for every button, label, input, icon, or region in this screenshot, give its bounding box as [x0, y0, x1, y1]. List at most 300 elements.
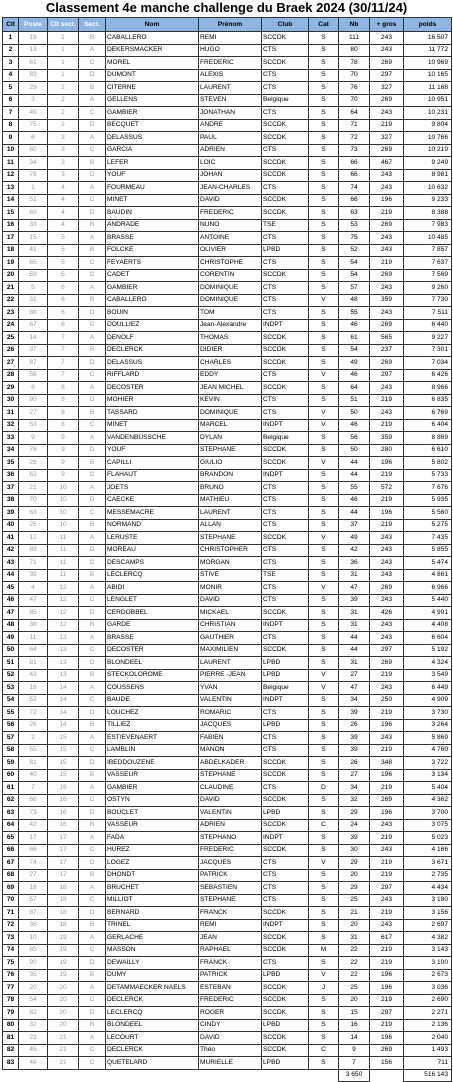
table-cell: C [79, 644, 106, 657]
table-cell: Belgique [262, 432, 309, 445]
table-cell: 7 730 [404, 294, 452, 307]
table-cell: FRANCK [199, 907, 262, 920]
table-cell: 4 434 [404, 882, 452, 895]
table-cell: 57 [339, 282, 370, 295]
table-cell: D [79, 957, 106, 970]
table-cell: S [309, 344, 339, 357]
table-cell: 2 [19, 732, 48, 745]
table-cell: LPBD [262, 657, 309, 670]
table-row [3, 444, 452, 457]
table-cell: 42 [19, 819, 48, 832]
table-cell: ALLAN [199, 519, 262, 532]
table-cell: SCCDK [262, 344, 309, 357]
table-cell: SCCDK [262, 932, 309, 945]
column-header: Club [262, 18, 309, 32]
table-cell: 7 [48, 369, 79, 382]
table-cell: BRUCHET [106, 882, 199, 895]
table-row [3, 669, 452, 682]
table-cell: 80 [3, 1019, 19, 1032]
table-cell: 18 [19, 882, 48, 895]
table-cell: 65 [19, 944, 48, 957]
table-row [3, 544, 452, 557]
table-cell: 36 [3, 469, 19, 482]
table-cell: 6 604 [404, 632, 452, 645]
table-cell: SCCDK [262, 644, 309, 657]
table-cell: 12 [48, 607, 79, 620]
table-cell: S [309, 507, 339, 520]
table-cell: 66 [3, 844, 19, 857]
table-cell: BECQUET [106, 119, 199, 132]
table-cell: 7 301 [404, 344, 452, 357]
table-cell: GAMBIER [106, 107, 199, 120]
table-cell: VALENTIN [199, 694, 262, 707]
table-cell: 19 [48, 944, 79, 957]
table-cell: 68 [3, 869, 19, 882]
table-cell: 57 [19, 894, 48, 907]
table-row [3, 732, 452, 745]
table-cell: S [309, 194, 339, 207]
table-cell: 65 [19, 257, 48, 270]
table-cell: 5 275 [404, 519, 452, 532]
table-cell: 29 [339, 857, 370, 870]
table-cell: S [309, 519, 339, 532]
table-cell: 9 [48, 469, 79, 482]
ranking-table [2, 17, 452, 1082]
table-cell: BOUCLET [106, 807, 199, 820]
table-cell: S [309, 644, 339, 657]
table-cell: 52 [339, 244, 370, 257]
table-cell: 87 [19, 907, 48, 920]
table-cell: KEVIN [199, 394, 262, 407]
table-cell: 219 [370, 994, 404, 1007]
table-cell: 74 [3, 944, 19, 957]
table-cell: 61 [19, 57, 48, 70]
table-cell: 16 [339, 1019, 370, 1032]
table-cell: 69 [19, 207, 48, 220]
table-row [3, 244, 452, 257]
table-cell: 196 [370, 769, 404, 782]
table-row [3, 719, 452, 732]
table-cell: 73 [3, 932, 19, 945]
table-cell: LPBD [262, 1019, 309, 1032]
table-cell: 14 [339, 1032, 370, 1045]
table-row [3, 182, 452, 195]
totals-row [3, 1069, 452, 1082]
table-row [3, 307, 452, 320]
table-cell: SCCDK [262, 132, 309, 145]
table-body [3, 32, 452, 1082]
table-cell: 28 [19, 457, 48, 470]
table-cell: 54 [3, 694, 19, 707]
table-cell: 269 [370, 357, 404, 370]
table-cell: D [79, 69, 106, 82]
table-cell: 6 [48, 319, 79, 332]
table-cell: 31 [339, 619, 370, 632]
table-cell: 243 [370, 169, 404, 182]
table-cell: 243 [370, 544, 404, 557]
table-cell: 19 [48, 969, 79, 982]
table-cell: D [79, 119, 106, 132]
table-cell: 6 [19, 132, 48, 145]
table-cell: 10 231 [404, 107, 452, 120]
table-cell: 243 [370, 819, 404, 832]
table-cell: 70 [339, 94, 370, 107]
table-cell: CHRISTIAN [199, 619, 262, 632]
table-cell: 13 [3, 182, 19, 195]
table-cell: 243 [370, 619, 404, 632]
table-cell: LPBD [262, 969, 309, 982]
table-row [3, 907, 452, 920]
table-cell: 39 [339, 732, 370, 745]
table-cell: CTS [262, 632, 309, 645]
table-cell: 78 [3, 994, 19, 1007]
table-cell: CITERNE [106, 82, 199, 95]
table-cell: DESCAMPS [106, 557, 199, 570]
table-cell: C [79, 369, 106, 382]
table-cell: 10 969 [404, 57, 452, 70]
table-cell: 8 869 [404, 432, 452, 445]
table-cell: 50 [339, 407, 370, 420]
table-cell: S [309, 1057, 339, 1070]
table-row [3, 419, 452, 432]
table-cell: 1 [48, 69, 79, 82]
table-cell: C [79, 894, 106, 907]
table-cell: B [79, 769, 106, 782]
table-cell: 2 040 [404, 1032, 452, 1045]
table-cell: V [309, 407, 339, 420]
table-cell: C [79, 419, 106, 432]
table-cell: 7 [48, 357, 79, 370]
table-cell: CTS [262, 869, 309, 882]
table-cell: B [79, 82, 106, 95]
table-row [3, 132, 452, 145]
table-cell: C [79, 944, 106, 957]
table-cell: 90 [19, 394, 48, 407]
table-cell: JOETS [106, 482, 199, 495]
table-cell: 36 [339, 557, 370, 570]
table-cell: B [79, 519, 106, 532]
table-cell: 44 [3, 569, 19, 582]
table-cell: 74 [19, 857, 48, 870]
table-cell: SCCDK [262, 994, 309, 1007]
table-cell: CHRISTOPHE [199, 257, 262, 270]
table-row [3, 344, 452, 357]
table-cell: 64 [19, 644, 48, 657]
table-cell: 4 [19, 582, 48, 595]
table-cell: INDPT [262, 469, 309, 482]
table-cell: LOGEZ [106, 857, 199, 870]
table-cell: 33 [3, 432, 19, 445]
table-cell: 62 [19, 469, 48, 482]
column-header: Prénom [199, 18, 262, 32]
table-cell: 34 [3, 444, 19, 457]
table-cell: CTS [262, 69, 309, 82]
table-cell: 16 [48, 807, 79, 820]
table-cell: S [309, 269, 339, 282]
table-cell: D [79, 807, 106, 820]
table-row [3, 869, 452, 882]
table-cell: 16 [48, 782, 79, 795]
table-cell: V [309, 532, 339, 545]
table-cell: 31 [339, 607, 370, 620]
table-cell: SCCDK [262, 1007, 309, 1020]
table-cell: C [79, 557, 106, 570]
table-cell: A [79, 432, 106, 445]
table-cell: 196 [370, 807, 404, 820]
table-cell: BRUNO [199, 482, 262, 495]
table-cell: 243 [370, 557, 404, 570]
table-cell: 78 [339, 57, 370, 70]
table-cell: 219 [370, 519, 404, 532]
table-row [3, 707, 452, 720]
table-cell: JACQUES [199, 857, 262, 870]
table-cell: CTS [262, 82, 309, 95]
table-cell: 9 249 [404, 157, 452, 170]
table-cell: 243 [370, 894, 404, 907]
table-cell: 72 [339, 132, 370, 145]
table-cell: SCCDK [262, 32, 309, 45]
table-cell: S [309, 394, 339, 407]
table-cell: 6 [48, 294, 79, 307]
table-cell: INDPT [262, 919, 309, 932]
table-row [3, 94, 452, 107]
table-cell: 16 507 [404, 32, 452, 45]
table-cell: 280 [370, 444, 404, 457]
table-row [3, 369, 452, 382]
table-cell: DENOLF [106, 332, 199, 345]
table-cell: MATHIEU [199, 494, 262, 507]
table-cell: 243 [370, 32, 404, 45]
table-cell: S [309, 232, 339, 245]
table-cell: 3 156 [404, 907, 452, 920]
table-cell: S [309, 744, 339, 757]
table-cell: 46 [339, 494, 370, 507]
table-cell: CTS [262, 232, 309, 245]
table-cell: 10 165 [404, 69, 452, 82]
table-cell: CERDOBBEL [106, 607, 199, 620]
table-cell: 7 676 [404, 482, 452, 495]
table-row [3, 657, 452, 670]
table-cell: GAUTHIER [199, 632, 262, 645]
table-cell: MORGAN [199, 557, 262, 570]
table-cell: 18 [48, 919, 79, 932]
table-cell: C [79, 744, 106, 757]
table-cell: CTS [262, 582, 309, 595]
table-cell: 31 [19, 294, 48, 307]
table-cell: B [79, 969, 106, 982]
table-cell: 8 [48, 394, 79, 407]
table-cell: S [309, 219, 339, 232]
table-cell: 76 [19, 444, 48, 457]
table-cell: BAUDIN [106, 207, 199, 220]
table-cell: 22 [339, 944, 370, 957]
table-cell: SCCDK [262, 982, 309, 995]
table-cell: 29 [339, 882, 370, 895]
table-cell: FREDERIC [199, 57, 262, 70]
table-cell: S [309, 732, 339, 745]
table-cell: 45 [19, 1044, 48, 1057]
table-cell: A [79, 282, 106, 295]
table-cell: 2 136 [404, 1019, 452, 1032]
table-cell: Belgique [262, 682, 309, 695]
table-cell: 60 [3, 769, 19, 782]
table-cell: SCCDK [262, 444, 309, 457]
table-cell: CTS [262, 707, 309, 720]
table-cell: 359 [370, 294, 404, 307]
table-cell: LAURENT [199, 82, 262, 95]
table-cell: 44 [339, 469, 370, 482]
table-cell: 53 [3, 682, 19, 695]
table-cell: S [309, 32, 339, 45]
table-cell: CTS [262, 882, 309, 895]
table-cell: 9 233 [404, 194, 452, 207]
table-cell: S [309, 94, 339, 107]
table-cell: C [79, 794, 106, 807]
table-cell: 22 [3, 294, 19, 307]
table-cell: 2 [48, 82, 79, 95]
table-cell: S [309, 157, 339, 170]
table-cell: S [309, 794, 339, 807]
table-row [3, 232, 452, 245]
table-cell: LOIC [199, 157, 262, 170]
table-cell: 6 769 [404, 407, 452, 420]
table-cell: A [79, 94, 106, 107]
table-cell: 3 [3, 57, 19, 70]
table-cell: 18 [3, 244, 19, 257]
table-cell: 46 [339, 369, 370, 382]
table-cell: 5 [3, 82, 19, 95]
table-cell: MOREL [106, 57, 199, 70]
table-cell: 2 [3, 44, 19, 57]
table-cell: 8 388 [404, 207, 452, 220]
table-cell: B [79, 407, 106, 420]
table-cell: VANDENBUSSCHE [106, 432, 199, 445]
table-cell: 3 [48, 132, 79, 145]
table-cell: 243 [370, 282, 404, 295]
table-cell: DUMY [106, 969, 199, 982]
table-cell: MONIR [199, 582, 262, 595]
table-cell: S [309, 869, 339, 882]
table-cell: 78 [19, 169, 48, 182]
table-cell: 54 [339, 344, 370, 357]
table-cell: 52 [19, 694, 48, 707]
table-cell: BLONDEEL [106, 657, 199, 670]
table-cell: 15 [48, 757, 79, 770]
table-cell: VALENTIN [199, 807, 262, 820]
table-cell: S [309, 69, 339, 82]
table-cell: S [309, 919, 339, 932]
table-cell: 13 [48, 657, 79, 670]
table-cell: 4 [48, 207, 79, 220]
table-cell: FREDERIC [199, 994, 262, 1007]
table-row [3, 257, 452, 270]
table-cell: V [309, 457, 339, 470]
table-cell: GIULIO [199, 457, 262, 470]
table-cell: 6 835 [404, 394, 452, 407]
table-row [3, 744, 452, 757]
table-cell: Jean-Alexandre [199, 319, 262, 332]
table-cell: 54 [19, 994, 48, 1007]
table-cell: STEPHANE [199, 444, 262, 457]
table-cell: 59 [19, 269, 48, 282]
table-cell: 49 [339, 357, 370, 370]
table-cell: CTS [262, 507, 309, 520]
total-nb: 3 650 [339, 1069, 370, 1082]
table-cell: C [309, 819, 339, 832]
table-cell: 83 [3, 1057, 19, 1070]
table-cell: BLONDEEL [106, 1019, 199, 1032]
table-cell: 30 [3, 394, 19, 407]
table-cell: CTS [262, 307, 309, 320]
table-cell: 617 [370, 932, 404, 945]
table-cell: INDPT [262, 319, 309, 332]
table-cell: B [79, 219, 106, 232]
table-cell: 30 [339, 844, 370, 857]
table-cell: 43 [3, 557, 19, 570]
table-cell: CTS [262, 107, 309, 120]
table-cell: 10 632 [404, 182, 452, 195]
table-row [3, 919, 452, 932]
table-row [3, 519, 452, 532]
table-row [3, 1007, 452, 1020]
table-cell: 10 219 [404, 144, 452, 157]
table-cell: 76 [3, 969, 19, 982]
table-cell: 12 [48, 619, 79, 632]
table-cell: 20 [19, 982, 48, 995]
table-row [3, 1019, 452, 1032]
table-cell: 34 [339, 694, 370, 707]
table-cell: 20 [48, 982, 79, 995]
table-cell: STIVE [199, 569, 262, 582]
table-cell: 15 [19, 232, 48, 245]
table-cell: PIERRE -JEAN [199, 669, 262, 682]
table-cell: 6 440 [404, 319, 452, 332]
table-cell: JACQUES [199, 719, 262, 732]
table-cell: 27 [3, 357, 19, 370]
table-cell: 6 426 [404, 369, 452, 382]
table-cell: 48 [19, 1057, 48, 1070]
table-cell: 9 260 [404, 282, 452, 295]
table-cell: 87 [19, 357, 48, 370]
table-cell: D [79, 657, 106, 670]
table-cell: SCCDK [262, 457, 309, 470]
table-cell: C [79, 107, 106, 120]
table-cell: 243 [370, 632, 404, 645]
table-cell: 5 802 [404, 457, 452, 470]
table-cell: 243 [370, 407, 404, 420]
table-cell: 269 [370, 319, 404, 332]
table-cell: C [79, 1044, 106, 1057]
table-cell: FABIEN [199, 732, 262, 745]
table-cell: 13 [19, 44, 48, 57]
table-cell: 24 [339, 819, 370, 832]
table-cell: 250 [370, 694, 404, 707]
table-cell: 42 [3, 544, 19, 557]
table-row [3, 44, 452, 57]
table-cell: A [79, 632, 106, 645]
table-cell: 20 [339, 919, 370, 932]
table-cell: BOUIN [106, 307, 199, 320]
table-cell: DIDIER [199, 344, 262, 357]
table-cell: B [79, 869, 106, 882]
table-cell: 5 935 [404, 494, 452, 507]
table-cell: 67 [3, 857, 19, 870]
table-cell: 33 [19, 219, 48, 232]
table-cell: PATRICK [199, 969, 262, 982]
table-cell: 75 [19, 119, 48, 132]
table-cell: 19 [3, 257, 19, 270]
table-cell: 1 [3, 32, 19, 45]
